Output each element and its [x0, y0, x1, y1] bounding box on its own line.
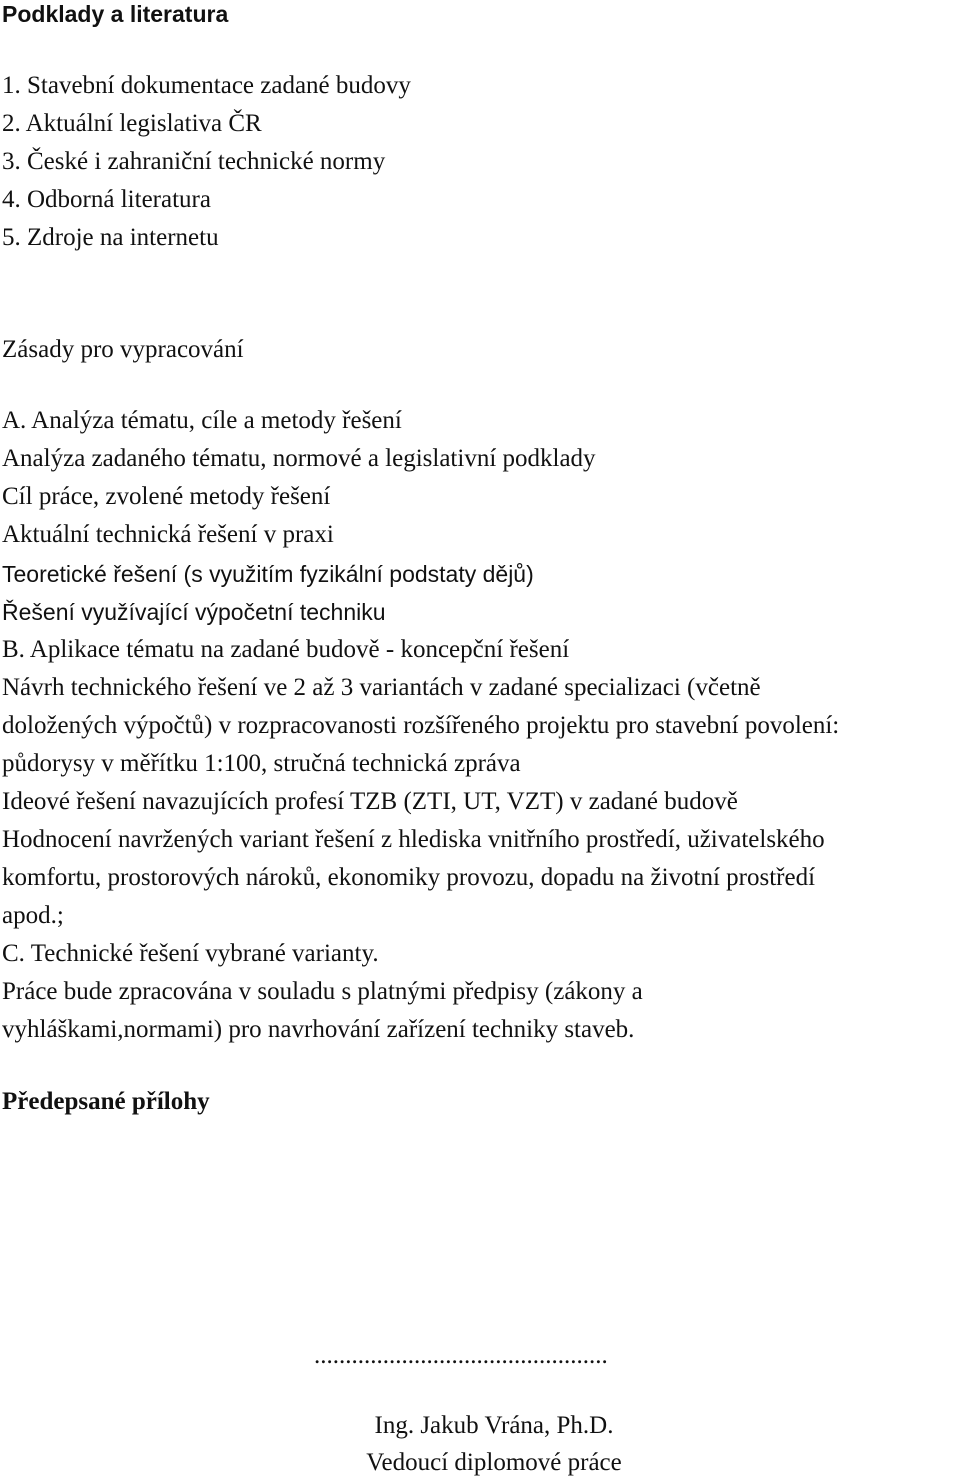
literature-item: 1. Stavební dokumentace zadané budovy — [2, 72, 411, 99]
principles-line: doložených výpočtů) v rozpracovanosti rozšířeného projektu pro stavební povolení: — [2, 712, 840, 739]
principles-line: Práce bude zpracována v souladu s platnými předpisy (zákony a — [2, 978, 643, 1005]
principles-line: apod.; — [2, 902, 64, 929]
literature-heading: Podklady a literatura — [2, 1, 229, 27]
literature-item: 5. Zdroje na internetu — [2, 224, 219, 251]
principles-line: Ideové řešení navazujících profesí TZB (ZTI, UT, VZT) v zadané budově — [2, 788, 738, 815]
principles-line: Teoretické řešení (s využitím fyzikální podstaty dějů) — [2, 561, 534, 587]
signature-role: Vedoucí diplomové práce — [366, 1449, 622, 1476]
attachments-heading: Předepsané přílohy — [2, 1088, 210, 1115]
principles-line: Aktuální technická řešení v praxi — [2, 521, 334, 548]
principles-line: půdorysy v měřítku 1:100, stručná technická zpráva — [2, 750, 521, 777]
literature-item: 3. České i zahraniční technické normy — [2, 148, 386, 175]
principles-line: vyhláškami,normami) pro navrhování zařízení techniky staveb. — [2, 1016, 635, 1043]
signature-name: Ing. Jakub Vrána, Ph.D. — [374, 1412, 614, 1439]
principles-heading: Zásady pro vypracování — [2, 336, 244, 363]
principles-line: Hodnocení navržených variant řešení z hlediska vnitřního prostředí, uživatelského — [2, 826, 825, 853]
literature-item: 2. Aktuální legislativa ČR — [2, 110, 262, 137]
principles-line: C. Technické řešení vybrané varianty. — [2, 940, 379, 967]
literature-item: 4. Odborná literatura — [2, 186, 211, 213]
principles-line: komfortu, prostorových nároků, ekonomiky provozu, dopadu na životní prostředí — [2, 864, 816, 891]
signature-line: ............................................... — [314, 1342, 608, 1369]
principles-line: Řešení využívající výpočetní techniku — [2, 599, 386, 625]
principles-line: Návrh technického řešení ve 2 až 3 variantách v zadané specializaci (včetně — [2, 674, 761, 701]
principles-line: A. Analýza tématu, cíle a metody řešení — [2, 407, 402, 434]
principles-line: B. Aplikace tématu na zadané budově - koncepční řešení — [2, 636, 570, 663]
principles-line: Analýza zadaného tématu, normové a legislativní podklady — [2, 445, 596, 472]
principles-line: Cíl práce, zvolené metody řešení — [2, 483, 331, 510]
